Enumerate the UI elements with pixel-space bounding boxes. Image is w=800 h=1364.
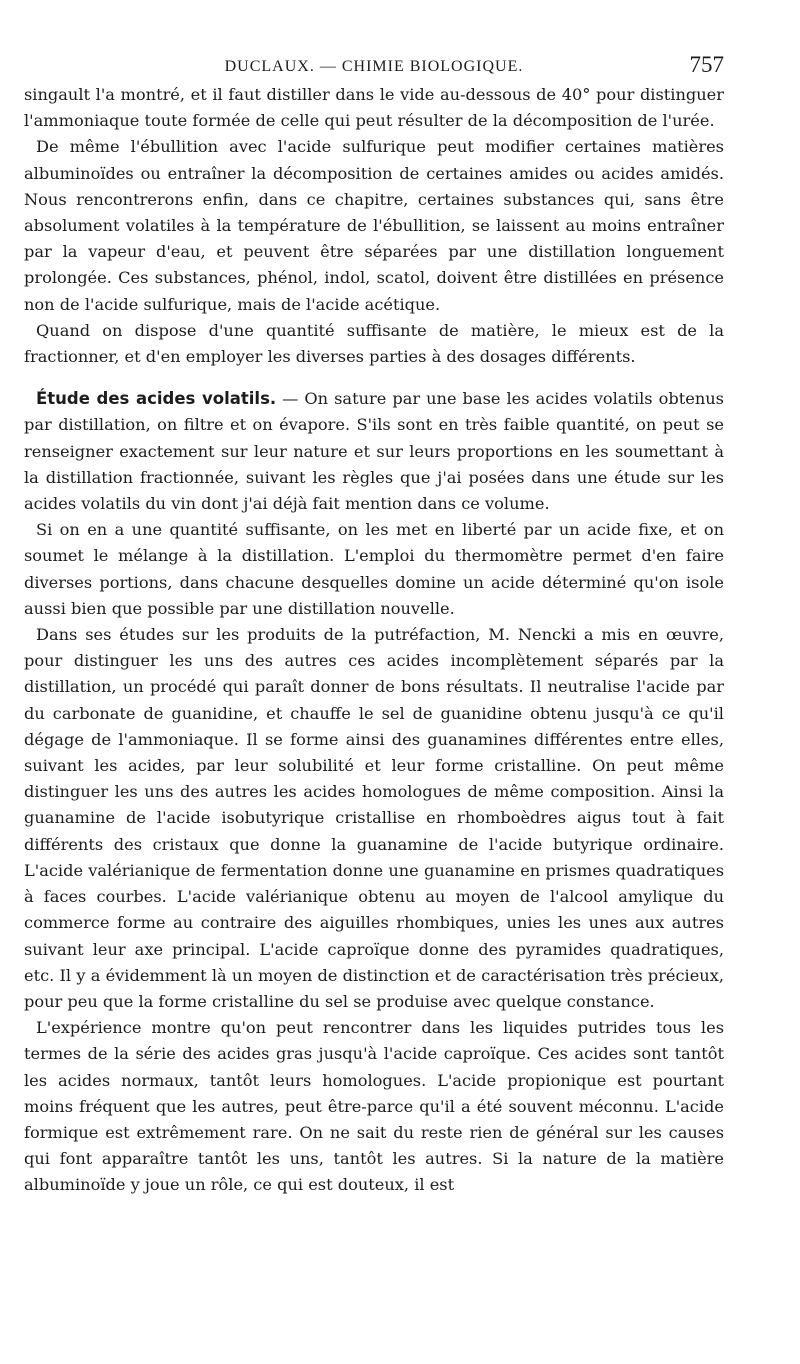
body-text (24, 82, 724, 1199)
page-number: 757 (689, 52, 724, 77)
running-title: DUCLAUX. — CHIMIE BIOLOGIQUE. (224, 58, 524, 75)
paragraph-ebullition: De même l'ébullition avec l'acide sulfurique peut modifier certaines matières albuminoïdes ou entraîner la décomposition de certaines amides ou acides amidés. Nous rencontrerons enfin, dans ce chapitre, certaines substances qui, sans être absolument volatiles à la température de l'ébullition, se laissent au moins entraîner par la vapeur d'eau, et peuvent être séparées par une distillation longuement prolongée. Ces substances, phénol, indol, scatol, doivent être distillées en présence non de l'acide sulfurique, mais de l'acide acétique. (24, 137, 724, 314)
section-paragraph-acides-volatils (24, 386, 724, 517)
running-header (24, 52, 724, 82)
paragraph-fractionner: Quand on dispose d'une quantité suffisante de matière, le mieux est de la fractionner, et d'en employer les diverses parties à des dosages différents. (24, 320, 724, 367)
paragraph-continuation: singault l'a montré, et il faut distiller dans le vide au-dessous de 40° pour distinguer l'ammoniaque toute formée de celle qui peut résulter de la décomposition de l'urée. (24, 85, 724, 131)
section-lead-text: — On sature par une base les acides volatils obtenus par distillation, on filtre et on évapore. S'ils sont en très faible quantité, on peut se renseigner exactement sur leur nature et sur leurs proportions en les soumettant à la distillation fractionnée, suivant les règles que j'ai posées dans une étude sur les acides volatils du vin dont j'ai déjà fait mention dans ce volume. (24, 389, 724, 514)
paragraph-quantite-suffisante: Si on en a une quantité suffisante, on les met en liberté par un acide fixe, et on soumet le mélange à la distillation. L'emploi du thermomètre permet d'en faire diverses portions, dans chacune desquelles domine un acide déterminé qu'on isole aussi bien que possible par une distillation nouvelle. (24, 520, 724, 618)
page (24, 52, 724, 1199)
paragraph-nencki: Dans ses études sur les produits de la putréfaction, M. Nencki a mis en œuvre, pour distinguer les uns des autres ces acides incomplètement séparés par la distillation, un procédé qui paraît donner de bons résultats. Il neutralise l'acide par du carbonate de guanidine, et chauffe le sel de guanidine obtenu jusqu'à ce qu'il dégage de l'ammoniaque. Il se forme ainsi des guanamines différentes entre elles, suivant les acides, par leur solubilité et leur forme cristalline. On peut même distinguer les uns des autres les acides homologues de même composition. Ainsi la guanamine de l'acide isobutyrique cristallise en rhomboèdres aigus tout à fait différents des cristaux que donne la guanamine de l'acide butyrique ordinaire. L'acide valérianique de fermentation donne une guanamine en prismes quadratiques à faces courbes. L'acide valérianique obtenu au moyen de l'alcool amylique du commerce forme au contraire des aiguilles rhombiques, unies les unes aux autres suivant leur axe principal. L'acide caproïque donne des pyramides quadratiques, etc. Il y a évidemment là un moyen de distinction et de caractérisation très précieux, pour peu que la forme cristalline du sel se produise avec quelque constance. (24, 625, 724, 1011)
section-heading: Étude des acides volatils. (36, 389, 277, 409)
paragraph-experience: L'expérience montre qu'on peut rencontrer dans les liquides putrides tous les termes de la série des acides gras jusqu'à l'acide caproïque. Ces acides sont tantôt les acides normaux, tantôt leurs homologues. L'acide propionique est pourtant moins fréquent que les autres, peut être-parce qu'il a été souvent méconnu. L'acide formique est extrêmement rare. On ne sait du reste rien de général sur les causes qui font apparaître tantôt les uns, tantôt les autres. Si la nature de la matière albuminoïde y joue un rôle, ce qui est douteux, il est (24, 1018, 724, 1195)
